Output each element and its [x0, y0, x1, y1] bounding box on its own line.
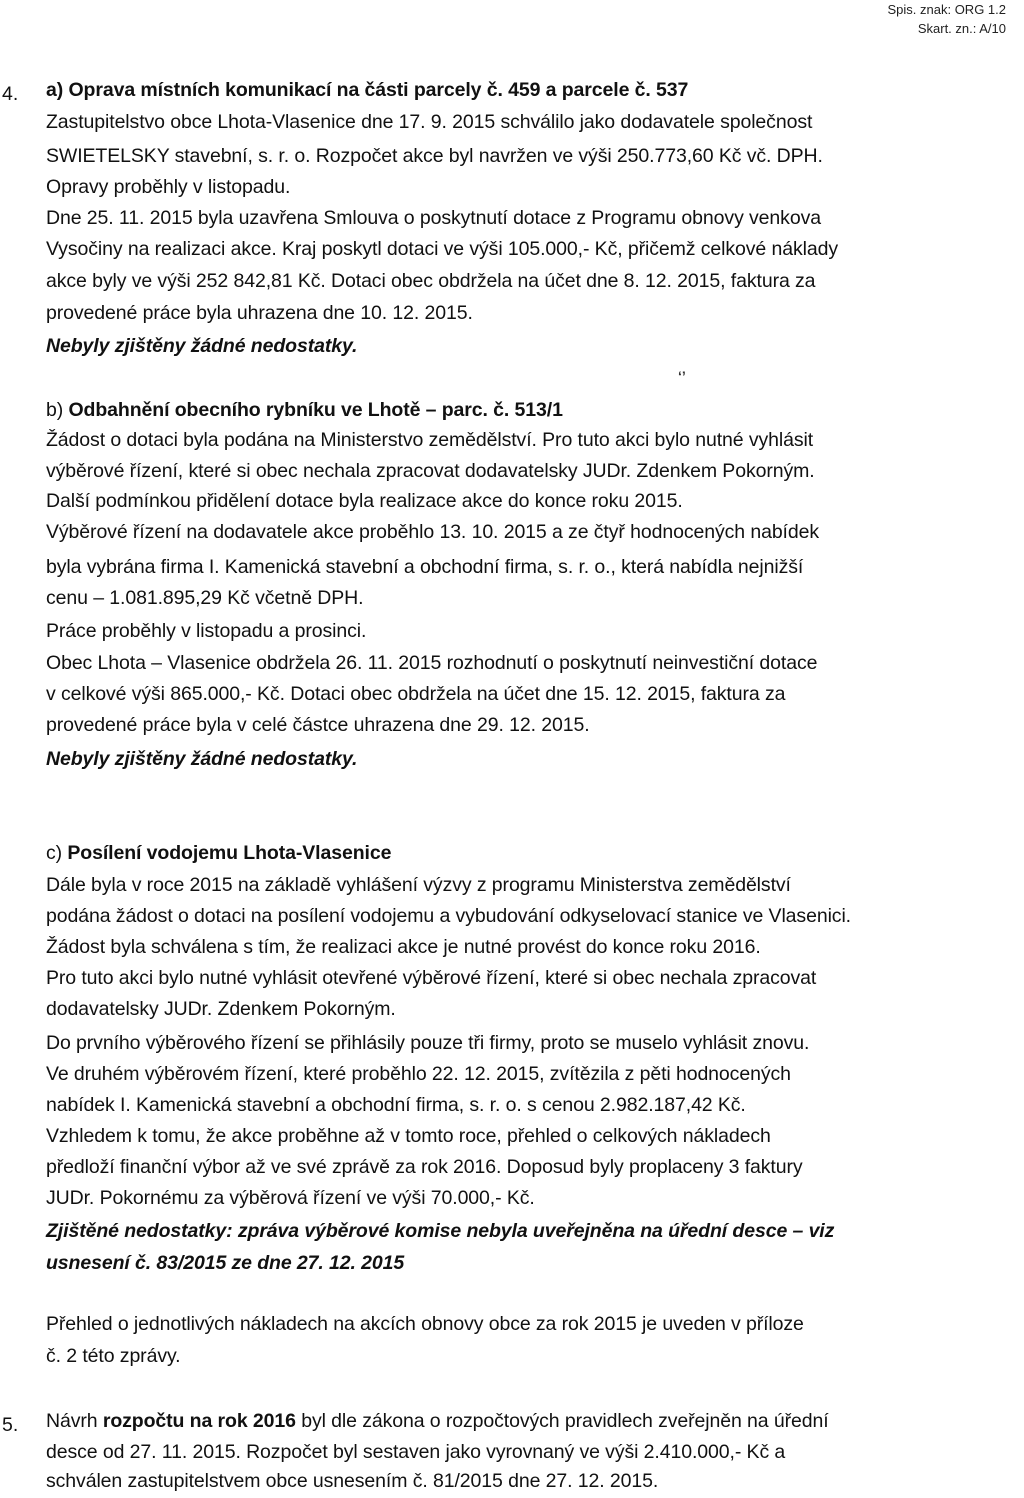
- section-b-line: provedené práce byla v celé částce uhrazena dne 29. 12. 2015.: [46, 714, 590, 736]
- section-b-line: byla vybrána firma I. Kamenická stavební a obchodní firma, s. r. o., která nabídla nejnižší: [46, 556, 804, 578]
- section-c-line: Žádost byla schválena s tím, že realizaci akce je nutné provést do konce roku 2016.: [46, 936, 761, 958]
- section-b-line: Žádost o dotaci byla podána na Ministerstvo zemědělství. Pro tuto akci bylo nutné vyhlásit: [46, 429, 814, 451]
- section-a-line: Opravy proběhly v listopadu.: [46, 176, 291, 198]
- section-a-line: SWIETELSKY stavební, s. r. o. Rozpočet akce byl navržen ve výši 250.773,60 Kč vč. DPH.: [46, 145, 823, 167]
- section-a-line: Zastupitelstvo obce Lhota-Vlasenice dne 17. 9. 2015 schválilo jako dodavatele společnost: [46, 111, 813, 133]
- section-b-finding: Nebyly zjištěny žádné nedostatky.: [46, 748, 358, 770]
- section-b-title: Odbahnění obecního rybníku ve Lhotě – parc. č. 513/1: [68, 399, 563, 421]
- item-5-line: [46, 1408, 829, 1434]
- section-a-finding: Nebyly zjištěny žádné nedostatky.: [46, 335, 358, 357]
- section-b-line: cenu – 1.081.895,29 Kč včetně DPH.: [46, 587, 364, 609]
- section-a-line: provedené práce byla uhrazena dne 10. 12. 2015.: [46, 302, 473, 324]
- section-b-heading: [46, 397, 563, 423]
- section-b-prefix: b): [46, 399, 69, 421]
- item-5-text: Návrh: [46, 1410, 103, 1432]
- section-b-line: výběrové řízení, které si obec nechala zpracovat dodavatelsky JUDr. Zdenkem Pokorným.: [46, 460, 815, 482]
- section-a-line: akce byly ve výši 252 842,81 Kč. Dotaci obec obdržela na účet dne 8. 12. 2015, faktura za: [46, 270, 816, 292]
- budget-2016-label: rozpočtu na rok 2016: [102, 1410, 296, 1432]
- section-c-line: JUDr. Pokornému za výběrová řízení ve výši 70.000,- Kč.: [46, 1187, 535, 1209]
- item-number-5: 5.: [2, 1414, 19, 1436]
- section-b-line: Obec Lhota – Vlasenice obdržela 26. 11. 2015 rozhodnutí o poskytnutí neinvestiční dotace: [46, 652, 818, 674]
- section-c-finding: usnesení č. 83/2015 ze dne 27. 12. 2015: [46, 1252, 405, 1274]
- section-c-line: Ve druhém výběrovém řízení, které proběhlo 22. 12. 2015, zvítězila z pěti hodnocených: [46, 1063, 791, 1085]
- document-header: [888, 0, 1007, 38]
- section-b-line: Další podmínkou přidělení dotace byla realizace akce do konce roku 2015.: [46, 490, 683, 512]
- file-code: Spis. znak: ORG 1.2: [887, 2, 1006, 17]
- overview-line: Přehled o jednotlivých nákladech na akcích obnovy obce za rok 2015 je uveden v příloze: [46, 1313, 804, 1335]
- stray-mark: ‘’: [678, 368, 686, 384]
- section-b-line: Práce proběhly v listopadu a prosinci.: [46, 620, 367, 642]
- section-c-line: podána žádost o dotaci na posílení vodojemu a vybudování odkyselovací stanice ve Vlasenici.: [46, 905, 851, 927]
- item-5-line: schválen zastupitelstvem obce usnesením č. 81/2015 dne 27. 12. 2015.: [46, 1470, 659, 1492]
- overview-line: č. 2 této zprávy.: [46, 1345, 181, 1367]
- section-a-line: Vysočiny na realizaci akce. Kraj poskytl dotaci ve výši 105.000,- Kč, přičemž celkové náklady: [46, 238, 839, 260]
- item-number-4: 4.: [2, 83, 19, 105]
- section-c-line: dodavatelsky JUDr. Zdenkem Pokorným.: [46, 998, 396, 1020]
- shredding-code: Skart. zn.: A/10: [917, 21, 1006, 36]
- section-c-line: nabídek I. Kamenická stavební a obchodní firma, s. r. o. s cenou 2.982.187,42 Kč.: [46, 1094, 746, 1116]
- section-c-heading: [46, 840, 391, 866]
- item-5-line: desce od 27. 11. 2015. Rozpočet byl sestaven jako vyrovnaný ve výši 2.410.000,- Kč a: [46, 1441, 786, 1463]
- section-a-line: Dne 25. 11. 2015 byla uzavřena Smlouva o poskytnutí dotace z Programu obnovy venkova: [46, 207, 821, 229]
- section-c-line: Do prvního výběrového řízení se přihlásily pouze tři firmy, proto se muselo vyhlásit znovu.: [46, 1032, 810, 1054]
- section-b-line: v celkové výši 865.000,- Kč. Dotaci obec obdržela na účet dne 15. 12. 2015, faktura za: [46, 683, 786, 705]
- section-c-line: předloží finanční výbor až ve své zprávě za rok 2016. Doposud byly proplaceny 3 faktury: [46, 1156, 803, 1178]
- section-c-finding: Zjištěné nedostatky: zpráva výběrové komise nebyla uveřejněna na úřední desce – viz: [46, 1220, 835, 1242]
- section-b-line: Výběrové řízení na dodavatele akce proběhlo 13. 10. 2015 a ze čtyř hodnocených nabídek: [46, 521, 820, 543]
- section-a-heading: a) Oprava místních komunikací na části parcely č. 459 a parcele č. 537: [46, 79, 689, 101]
- section-c-title: Posílení vodojemu Lhota-Vlasenice: [67, 842, 392, 864]
- item-5-text: byl dle zákona o rozpočtových pravidlech zveřejněn na úřední: [295, 1410, 829, 1432]
- section-c-prefix: c): [46, 842, 68, 864]
- section-c-line: Pro tuto akci bylo nutné vyhlásit otevřené výběrové řízení, které si obec nechala zpracovat: [46, 967, 817, 989]
- section-c-line: Dále byla v roce 2015 na základě vyhlášení výzvy z programu Ministerstva zemědělství: [46, 874, 791, 896]
- section-c-line: Vzhledem k tomu, že akce proběhne až v tomto roce, přehled o celkových nákladech: [46, 1125, 771, 1147]
